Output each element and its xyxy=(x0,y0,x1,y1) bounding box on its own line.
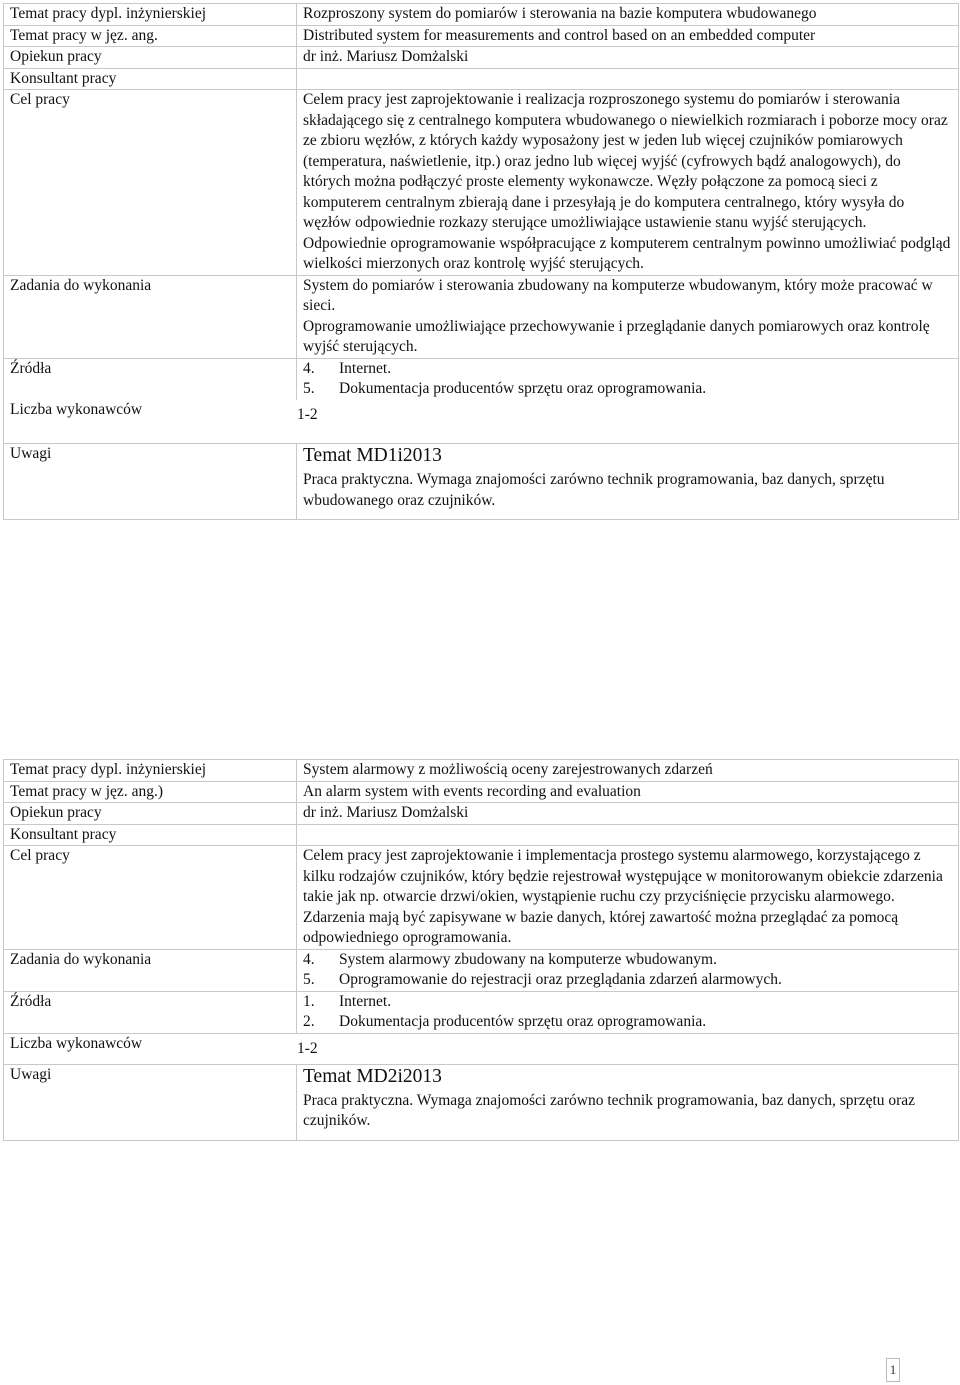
task-text: System alarmowy zbudowany na komputerze wbudowanym. xyxy=(339,950,717,968)
task-item xyxy=(303,950,952,971)
label-tasks: Zadania do wykonania xyxy=(4,949,297,991)
topic-table-1 xyxy=(3,3,959,520)
task-number: 4. xyxy=(303,950,315,968)
page-number: 1 xyxy=(886,1358,900,1382)
label-sources: Źródła xyxy=(4,991,297,1033)
consultant xyxy=(297,824,959,846)
label-title-en: Temat pracy w jęz. ang.) xyxy=(4,781,297,803)
topic-code: Temat MD2i2013 xyxy=(303,1065,442,1087)
task-item: System do pomiarów i sterowania zbudowany na komputerze wbudowanym, który może pracować w sieci. xyxy=(303,276,933,314)
note-text: Praca praktyczna. Wymaga znajomości zarówno technik programowania, baz danych, sprzętu wbudowanego oraz czujników. xyxy=(303,471,885,509)
label-supervisor: Opiekun pracy xyxy=(4,47,297,69)
source-number: 2. xyxy=(303,1013,315,1030)
source-item xyxy=(303,1012,952,1033)
goal: Celem pracy jest zaprojektowanie i implementacja prostego systemu alarmowego, korzystającego z kilku rodzajów czujników, który będzie rejestrował występujące w monitorowanym obiekcie zdarzenia takie jak np. otwarcie drzwi/okien, wystąpienie ruchu czy przyciśnięcie przycisku alarmowego. Zdarzenia mają być zapisywane w bazie danych, której zawartość można przeglądać za pomocą odpowiedniego oprogramowania. xyxy=(297,846,959,950)
source-number: 4. xyxy=(303,359,315,377)
count-value: 1-2 xyxy=(297,1039,318,1057)
notes xyxy=(297,444,959,520)
topic-code: Temat MD1i2013 xyxy=(303,445,442,466)
source-text: Dokumentacja producentów sprzętu oraz oprogramowania. xyxy=(339,380,707,397)
label-notes: Uwagi xyxy=(4,1064,297,1140)
sources-list xyxy=(303,359,952,400)
title-pl: Rozproszony system do pomiarów i sterowania na bazie komputera wbudowanego xyxy=(297,4,959,26)
source-text: Internet. xyxy=(339,992,392,1010)
label-goal: Cel pracy xyxy=(4,846,297,950)
title-en: An alarm system with events recording and evaluation xyxy=(297,781,959,803)
sources xyxy=(297,358,959,400)
topic-table-2 xyxy=(3,759,959,1141)
label-sources: Źródła xyxy=(4,358,297,400)
count-row xyxy=(4,400,959,444)
label-title-pl: Temat pracy dypl. inżynierskiej xyxy=(4,760,297,782)
count-row xyxy=(4,1033,959,1064)
supervisor: dr inż. Mariusz Domżalski xyxy=(297,47,959,69)
title-en: Distributed system for measurements and control based on an embedded computer xyxy=(297,25,959,47)
title-pl: System alarmowy z możliwością oceny zarejestrowanych zdarzeń xyxy=(297,760,959,782)
source-item xyxy=(303,379,952,400)
task-number: 5. xyxy=(303,971,315,988)
tasks xyxy=(297,949,959,991)
source-number: 1. xyxy=(303,992,315,1010)
label-tasks: Zadania do wykonania xyxy=(4,275,297,358)
source-item xyxy=(303,992,952,1013)
count-value: 1-2 xyxy=(297,405,318,423)
label-title-pl: Temat pracy dypl. inżynierskiej xyxy=(4,4,297,26)
label-consultant: Konsultant pracy xyxy=(4,824,297,846)
task-item xyxy=(303,970,952,991)
sources-list xyxy=(303,992,952,1033)
tasks-list xyxy=(303,950,952,991)
label-notes: Uwagi xyxy=(4,444,297,520)
label-supervisor: Opiekun pracy xyxy=(4,803,297,825)
label-count: Liczba wykonawców xyxy=(10,1034,143,1052)
source-item xyxy=(303,359,952,380)
consultant xyxy=(297,68,959,90)
tasks xyxy=(297,275,959,358)
sources xyxy=(297,991,959,1033)
source-text: Dokumentacja producentów sprzętu oraz oprogramowania. xyxy=(339,1013,707,1030)
source-text: Internet. xyxy=(339,359,392,377)
label-count: Liczba wykonawców xyxy=(10,400,143,418)
task-text: Oprogramowanie do rejestracji oraz przeglądania zdarzeń alarmowych. xyxy=(339,971,782,988)
label-title-en: Temat pracy w jęz. ang. xyxy=(4,25,297,47)
source-number: 5. xyxy=(303,380,315,397)
notes xyxy=(297,1064,959,1140)
label-consultant: Konsultant pracy xyxy=(4,68,297,90)
goal: Celem pracy jest zaprojektowanie i realizacja rozproszonego systemu do pomiarów i sterowania składającego się z centralnego komputera wbudowanego o niewielkich rozmiarach i poborze mocy oraz ze zbioru węzłów, z których każdy wyposażony jest w jeden lub więcej czujników pomiarowych (temperatura, naświetlenie, itp.) oraz jedno lub więcej wyjść (cyfrowych bądź analogowych), do których można podłączyć proste elementy wykonawcze. Węzły połączone za pomocą sieci z komputerem centralnym zbierają dane i przesyłają je do komputera centralnego, który wysyła do węzłów odpowiednie rozkazy sterujące umożliwiające ustawienie stanu wyjść sterujących. Odpowiednie oprogramowanie współpracujące z komputerem centralnym powinno umożliwiać podgląd wielkości mierzonych oraz kontrolę wyjść sterujących. xyxy=(297,90,959,276)
note-text: Praca praktyczna. Wymaga znajomości zarówno technik programowania, baz danych, sprzętu oraz czujników. xyxy=(303,1091,916,1129)
task-item: Oprogramowanie umożliwiające przechowywanie i przeglądanie danych pomiarowych oraz kontrolę wyjść sterujących. xyxy=(303,317,930,355)
label-goal: Cel pracy xyxy=(4,90,297,276)
supervisor: dr inż. Mariusz Domżalski xyxy=(297,803,959,825)
